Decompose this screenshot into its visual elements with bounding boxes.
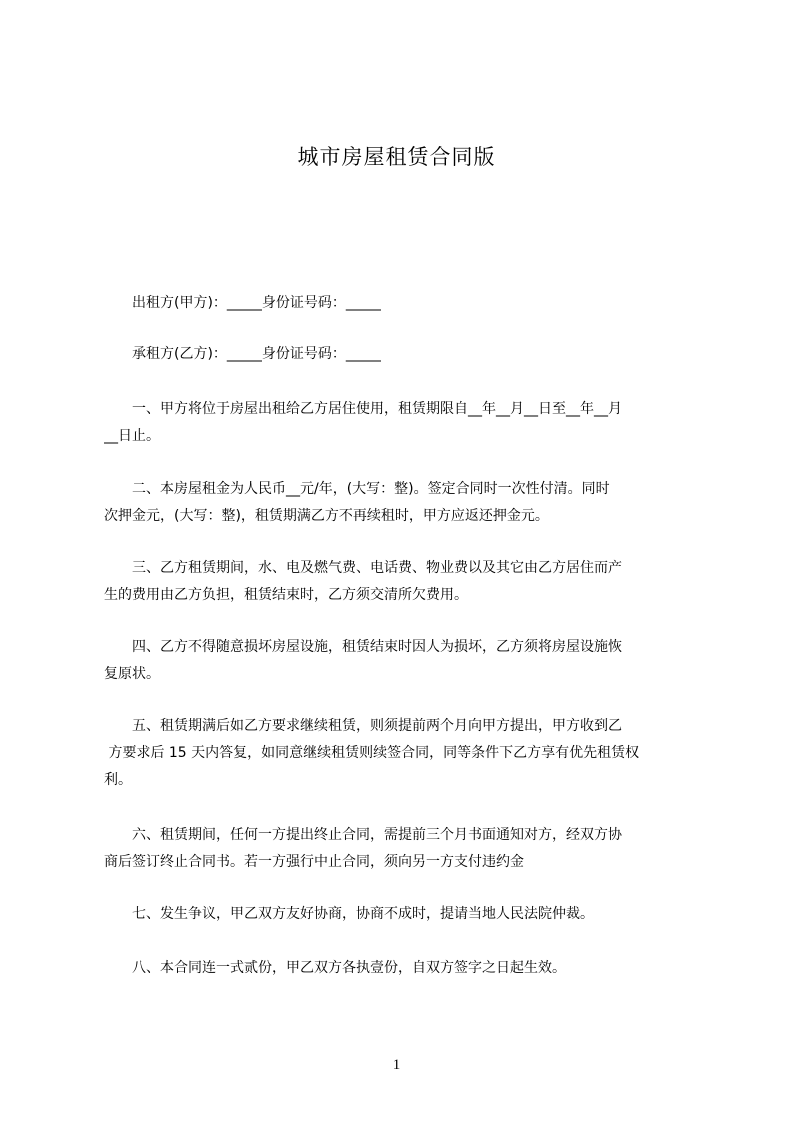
clause-7-line-1: 七、发生争议，甲乙双方友好协商，协商不成时，提请当地人民法院仲裁。: [104, 906, 594, 922]
clause-6-line-1: 六、租赁期间，任何一方提出终止合同，需提前三个月书面通知对方，经双方协: [104, 827, 622, 843]
clause-5-line-3: 利。: [104, 772, 132, 788]
clause-1-line-1: 一、甲方将位于房屋出租给乙方居住使用，租赁期限自__年__月__日至__年__月: [104, 401, 622, 417]
clause-5-line-2: 方要求后 15 天内答复，如同意继续租赁则续签合同，同等条件下乙方享有优先租赁权: [104, 745, 640, 761]
clause-3-line-2: 生的费用由乙方负担，租赁结束时，乙方须交清所欠费用。: [104, 587, 468, 603]
clause-8-line-1: 八、本合同连一式贰份，甲乙双方各执壹份，自双方签字之日起生效。: [104, 960, 566, 976]
clause-4-line-1: 四、乙方不得随意损坏房屋设施，租赁结束时因人为损坏，乙方须将房屋设施恢: [104, 639, 622, 655]
document-title: 城市房屋租赁合同版: [297, 145, 496, 169]
clause-4-line-2: 复原状。: [104, 666, 160, 682]
clause-3-line-1: 三、乙方租赁期间，水、电及燃气费、电话费、物业费以及其它由乙方居住而产: [104, 560, 622, 576]
clause-1-line-2: __日止。: [104, 428, 160, 444]
clause-6-line-2: 商后签订终止合同书。若一方强行中止合同，须向另一方支付违约金: [104, 854, 524, 870]
page-number: 1: [392, 1057, 401, 1073]
lessor-line: 出租方(甲方)：_____身份证号码：_____: [104, 295, 381, 311]
lessee-line: 承租方(乙方)：_____身份证号码：_____: [104, 346, 381, 362]
clause-2-line-1: 二、本房屋租金为人民币__元/年，(大写：整)。签定合同时一次性付清。同时: [104, 481, 610, 497]
clause-5-line-1: 五、租赁期满后如乙方要求继续租赁，则须提前两个月向甲方提出，甲方收到乙: [104, 718, 622, 734]
clause-2-line-2: 次押金元，(大写：整)，租赁期满乙方不再续租时，甲方应返还押金元。: [104, 508, 549, 524]
